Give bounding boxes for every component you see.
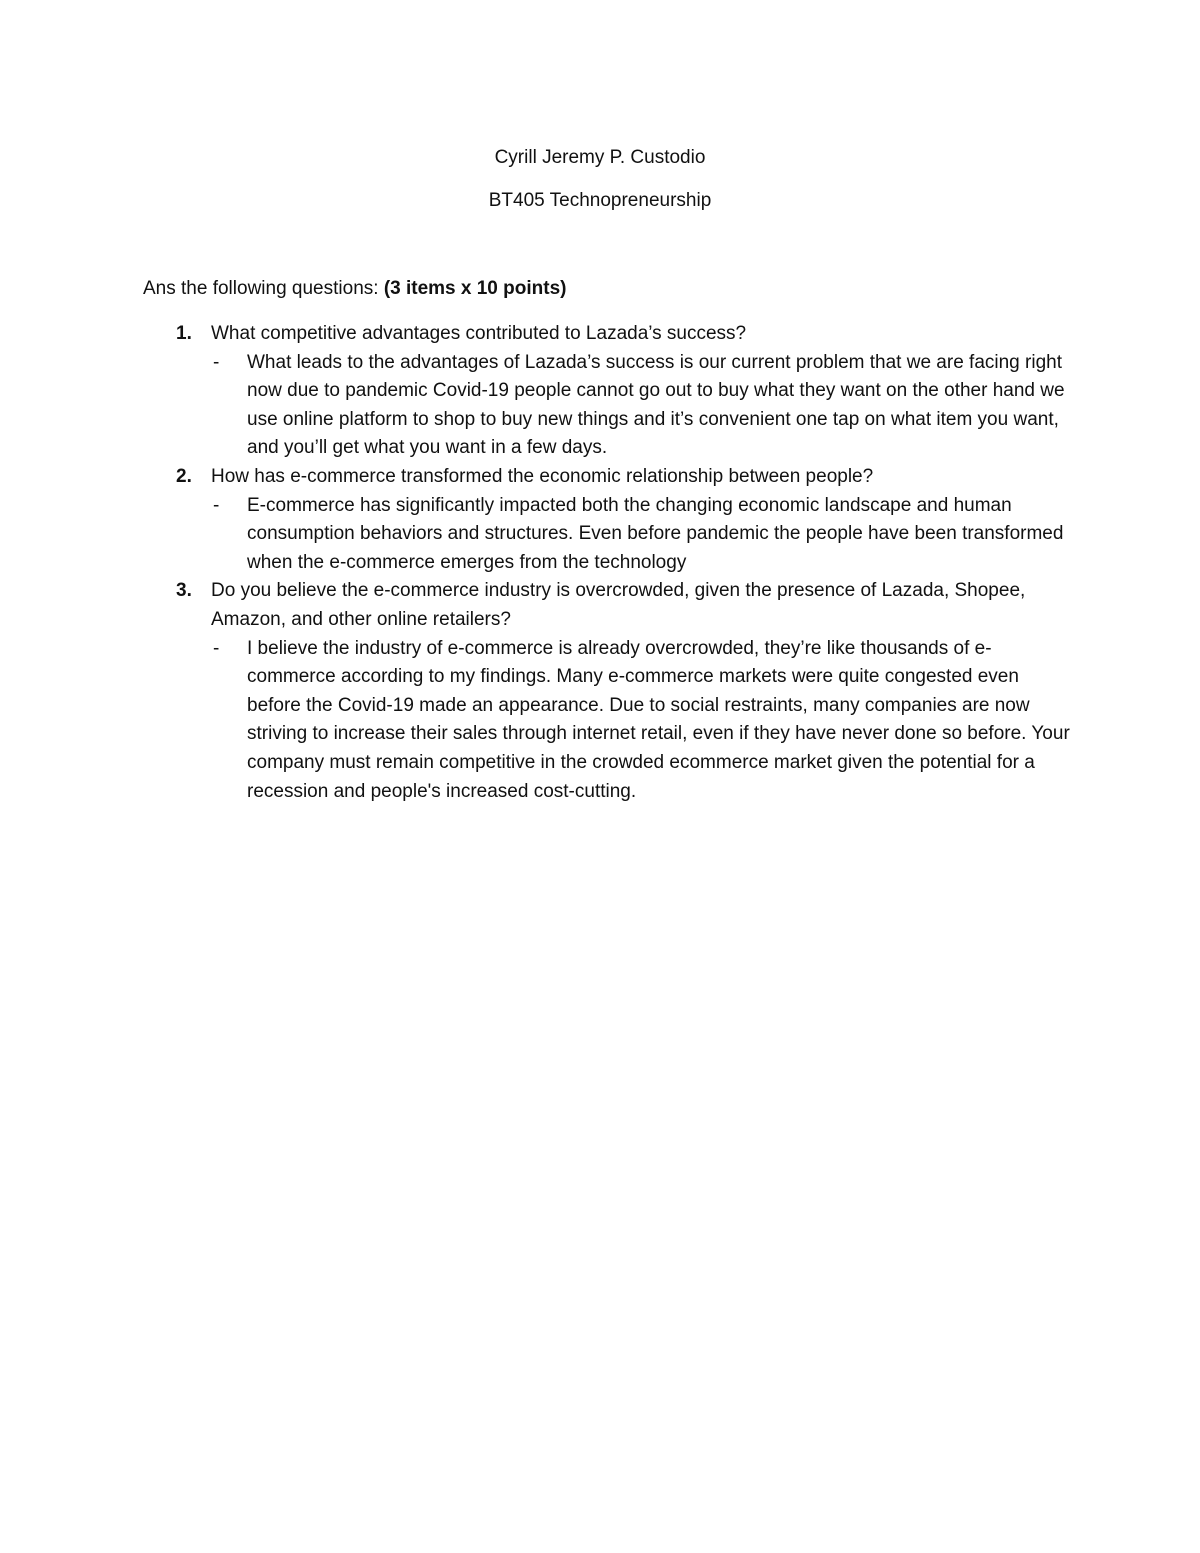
- question-text: Do you believe the e-commerce industry is overcrowded, given the presence of Lazada, Shopee, Amazon, and other online retailers?: [211, 580, 1026, 630]
- question-item-2: [143, 463, 1073, 577]
- question-3: [143, 577, 1073, 634]
- question-text: What competitive advantages contributed to Lazada’s success?: [211, 323, 747, 344]
- question-list: [143, 320, 1073, 806]
- answer-text: I believe the industry of e-commerce is already overcrowded, they’re like thousands of e-commerce according to my findings. Many e-commerce markets were quite congested even before the Covid-19 made an appearance. Due to social restraints, many companies are now striving to increase their sales through internet retail, even if they have never done so before. Your company must remain competitive in the crowded ecommerce market given the potential for a recession and people's increased cost-cutting.: [247, 637, 1070, 802]
- question-item-3: [143, 577, 1073, 806]
- question-number: 2.: [176, 465, 192, 487]
- instructions-points: (3 items x 10 points): [383, 278, 567, 299]
- question-number: 1.: [176, 323, 192, 344]
- answer-bullet: -: [213, 494, 220, 516]
- instructions: [143, 277, 566, 301]
- instructions-lead: Ans the following questions:: [143, 278, 384, 299]
- question-text: How has e-commerce transformed the economic relationship between people?: [211, 465, 874, 487]
- answer-text: What leads to the advantages of Lazada’s success is our current problem that we are facing right now due to pandemic Covid-19 people cannot go out to buy what they want on the other hand we use online platform to shop to buy new things and it’s convenient one tap on what item you want, and you’ll get what you want in a few days.: [247, 351, 1065, 459]
- question-2: [143, 463, 1073, 492]
- answer-bullet: -: [213, 637, 220, 659]
- question-1: [143, 320, 1073, 349]
- question-number: 3.: [176, 580, 192, 602]
- answer-1: [143, 349, 1073, 463]
- answer-text: E-commerce has significantly impacted both the changing economic landscape and human consumption behaviors and structures. Even before pandemic the people have been transformed when the e-commerce emerges from the technology: [247, 494, 1064, 573]
- answer-bullet: -: [213, 351, 220, 373]
- answer-3: [143, 635, 1073, 807]
- answer-2: [143, 492, 1073, 578]
- course-title: BT405 Technopreneurship: [488, 190, 712, 211]
- question-item-1: [143, 320, 1073, 463]
- author-name: Cyrill Jeremy P. Custodio: [494, 147, 706, 168]
